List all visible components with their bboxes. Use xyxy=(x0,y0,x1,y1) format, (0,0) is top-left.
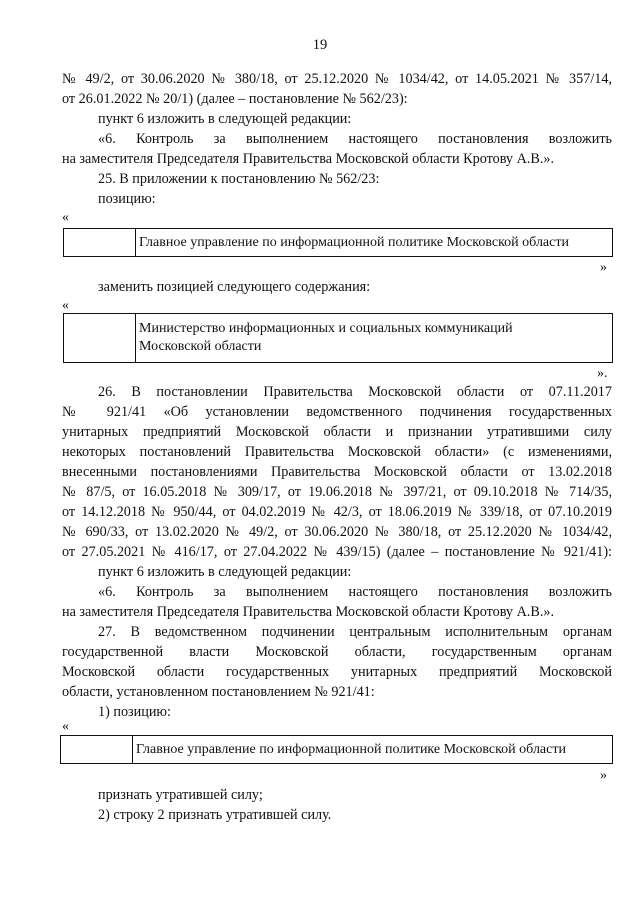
text-line: № 690/33, от 13.02.2020 № 49/2, от 30.06.2020 № 380/18, от 25.12.2020 № 1034/42, xyxy=(62,524,612,540)
table-cell-name xyxy=(136,314,613,363)
close-quote: » xyxy=(600,260,607,275)
text-line: внесенными постановлениями Правительства Московской области от 13.02.2018 xyxy=(62,464,612,480)
text-line: государственной власти Московской области, государственным органам xyxy=(62,644,612,660)
text-line: 27. В ведомственном подчинении центральным исполнительным органам xyxy=(98,624,612,640)
text-line: на заместителя Председателя Правительства Московской области Кротову А.В.». xyxy=(62,604,555,620)
table-cell-number xyxy=(64,229,136,257)
text-line: от 27.05.2021 № 416/17, от 27.04.2022 № 439/15) (далее – постановление № 921/41): xyxy=(62,544,612,560)
table-cell-name: Главное управление по информационной политике Московской области xyxy=(133,736,613,764)
text-line: заменить позицией следующего содержания: xyxy=(98,279,371,295)
table-cell-name-line2: Московской области xyxy=(139,339,262,354)
text-line: 25. В приложении к постановлению № 562/23: xyxy=(98,171,380,187)
text-line: пункт 6 изложить в следующей редакции: xyxy=(98,111,352,127)
text-line: унитарных предприятий Московской области и признании утратившими силу xyxy=(62,424,612,440)
text-line: от 14.12.2018 № 950/44, от 04.02.2019 № 42/3, от 18.06.2019 № 339/18, от 07.10.2019 xyxy=(62,504,612,520)
open-quote: « xyxy=(62,298,69,313)
text-line: на заместителя Председателя Правительства Московской области Кротову А.В.». xyxy=(62,151,555,167)
open-quote: « xyxy=(62,719,69,734)
text-line: некоторых постановлений Правительства Московской области» (с изменениями, xyxy=(62,444,612,460)
text-line: от 26.01.2022 № 20/1) (далее – постановление № 562/23): xyxy=(62,91,408,107)
position-table-3 xyxy=(60,735,613,764)
table-cell-number xyxy=(61,736,133,764)
text-line: пункт 6 изложить в следующей редакции: xyxy=(98,564,352,580)
text-line: признать утратившей силу; xyxy=(98,787,263,803)
table-cell-name-line1: Министерство информационных и социальных коммуникаций xyxy=(139,321,513,336)
text-line: № 49/2, от 30.06.2020 № 380/18, от 25.12.2020 № 1034/42, от 14.05.2021 № 357/14, xyxy=(62,71,612,87)
position-table-1 xyxy=(63,228,613,257)
text-line: «6. Контроль за выполнением настоящего постановления возложить xyxy=(98,131,612,147)
text-line: позицию: xyxy=(98,191,156,207)
position-table-2 xyxy=(63,313,613,363)
text-line: № 87/5, от 16.05.2018 № 309/17, от 19.06.2018 № 397/21, от 09.10.2018 № 714/35, xyxy=(62,484,612,500)
table-cell-number xyxy=(64,314,136,363)
text-line: № 921/41 «Об установлении ведомственного подчинения государственных xyxy=(62,404,612,420)
open-quote: « xyxy=(62,210,69,225)
text-line: 26. В постановлении Правительства Московской области от 07.11.2017 xyxy=(98,384,612,400)
close-quote: ». xyxy=(597,366,608,381)
page-number: 19 xyxy=(312,37,328,53)
text-line: 1) позицию: xyxy=(98,704,171,720)
text-line: Московской области государственных унитарных предприятий Московской xyxy=(62,664,612,680)
text-line: «6. Контроль за выполнением настоящего постановления возложить xyxy=(98,584,612,600)
text-line: области, установленном постановлением № 921/41: xyxy=(62,684,375,700)
close-quote: » xyxy=(600,768,607,783)
table-cell-name: Главное управление по информационной политике Московской области xyxy=(136,229,613,257)
text-line: 2) строку 2 признать утратившей силу. xyxy=(98,807,332,823)
